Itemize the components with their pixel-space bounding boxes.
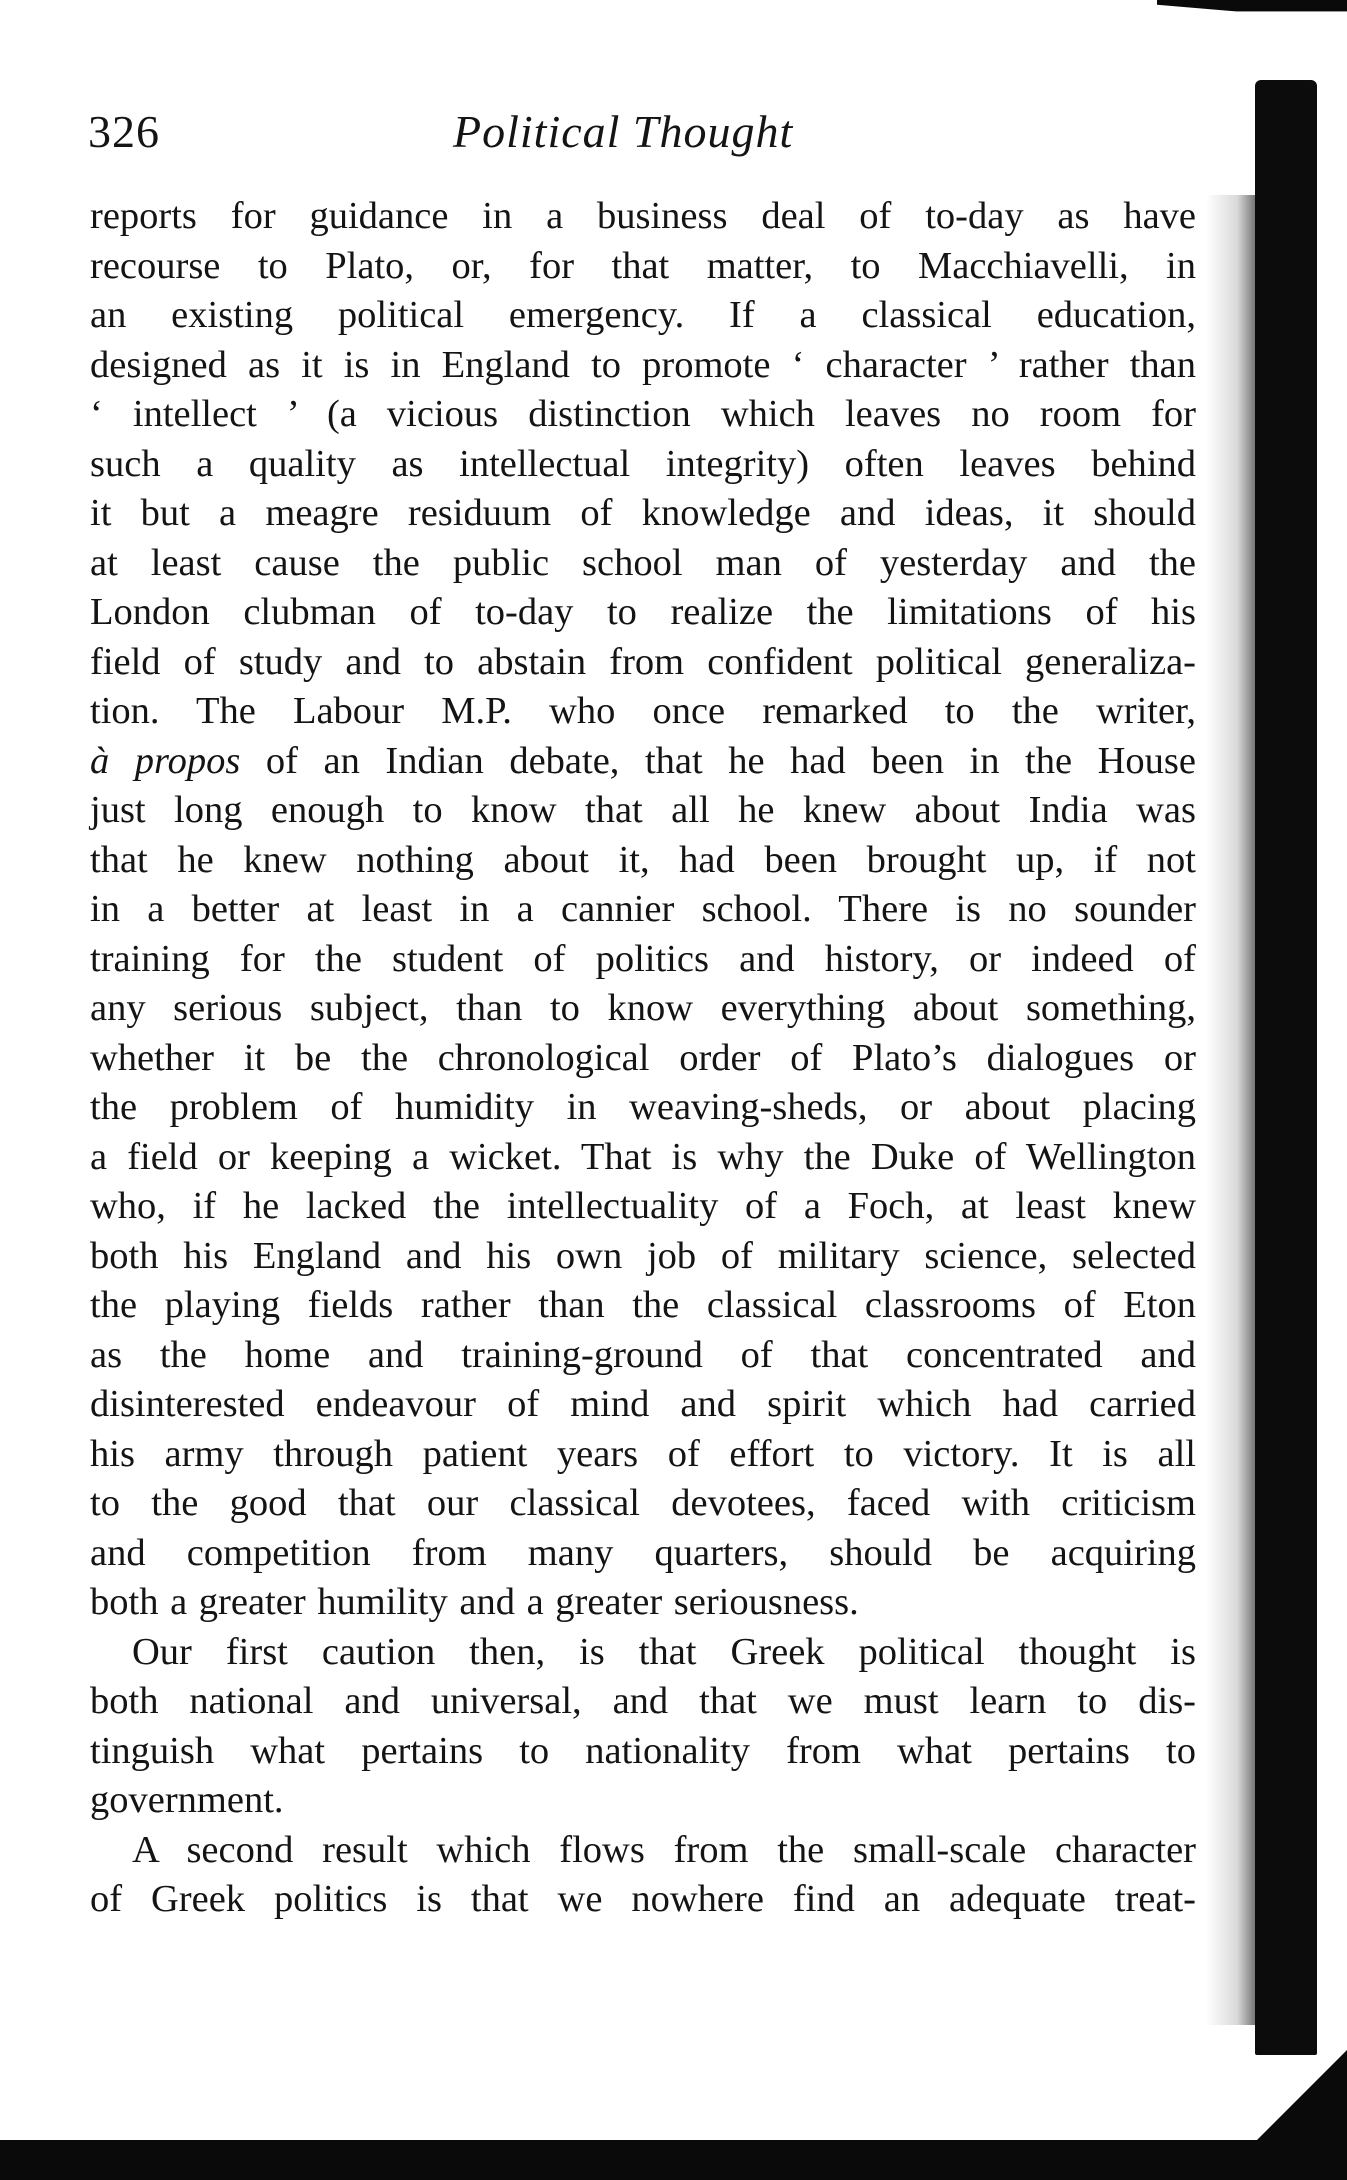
text-line: in a better at least in a cannier school. There is no sounder: [90, 888, 1196, 930]
text-line: field of study and to abstain from confident political generaliza-: [90, 640, 1196, 683]
text-line: whether it be the chronological order of Plato’s dialogues or: [90, 1036, 1196, 1079]
text-line: government.: [90, 1779, 284, 1821]
text-line: disinterested endeavour of mind and spirit which had carried: [90, 1383, 1196, 1425]
text-line: A second result which flows from the small-scale character: [132, 1828, 1196, 1871]
page-gutter-shadow: [1206, 195, 1258, 2025]
body-text: [90, 192, 1196, 1925]
book-spine-shadow: [1255, 80, 1317, 2055]
text-line: both a greater humility and a greater seriousness.: [90, 1581, 859, 1623]
text-line: who, if he lacked the intellectuality of a Foch, at least knew: [90, 1185, 1196, 1227]
text-line: reports for guidance in a business deal of to-day as have: [90, 195, 1196, 237]
text-line: an existing political emergency. If a classical education,: [90, 294, 1196, 336]
text-line: both national and universal, and that we must learn to dis-: [90, 1680, 1196, 1722]
text-line: and competition from many quarters, should be acquiring: [90, 1531, 1196, 1574]
text-fragment: of an Indian debate, that he had been in the House: [240, 739, 1196, 782]
scan-shadow-bottom-corner: [1257, 2050, 1347, 2140]
text-line: designed as it is in England to promote ‘ character ’ rather than: [90, 343, 1196, 386]
text-line: recourse to Plato, or, for that matter, to Macchiavelli, in: [90, 244, 1196, 287]
text-line: tion. The Labour M.P. who once remarked to the writer,: [90, 690, 1196, 732]
page-number: 326: [88, 106, 160, 157]
text-line: ‘ intellect ’ (a vicious distinction which leaves no room for: [90, 393, 1196, 435]
text-line: his army through patient years of effort to victory. It is all: [90, 1432, 1196, 1475]
text-line: that he knew nothing about it, had been brought up, if not: [90, 838, 1196, 881]
page-header: [88, 95, 1188, 165]
text-line: such a quality as intellectual integrity) often leaves behind: [90, 442, 1196, 485]
text-line: [90, 737, 1196, 787]
text-line: the playing fields rather than the classical classrooms of Eton: [90, 1284, 1196, 1326]
scan-shadow-bottom: [0, 2140, 1347, 2180]
text-line: Our first caution then, is that Greek political thought is: [132, 1630, 1196, 1673]
text-line: at least cause the public school man of yesterday and the: [90, 541, 1196, 584]
italic-phrase: à propos: [90, 739, 241, 782]
text-line: as the home and training-ground of that concentrated and: [90, 1333, 1196, 1376]
text-line: it but a meagre residuum of knowledge and ideas, it should: [90, 492, 1196, 534]
text-line: just long enough to know that all he knew about India was: [90, 789, 1196, 831]
text-line: the problem of humidity in weaving-sheds, or about placing: [90, 1086, 1196, 1128]
text-line: of Greek politics is that we nowhere find an adequate treat-: [90, 1878, 1196, 1920]
text-line: any serious subject, than to know everything about something,: [90, 987, 1196, 1029]
text-line: training for the student of politics and history, or indeed of: [90, 937, 1196, 980]
text-line: both his England and his own job of military science, selected: [90, 1234, 1196, 1277]
scan-shadow-top: [1157, 0, 1347, 32]
running-title: Political Thought: [453, 106, 794, 157]
text-line: to the good that our classical devotees, faced with criticism: [90, 1482, 1196, 1524]
text-line: tinguish what pertains to nationality from what pertains to: [90, 1729, 1196, 1772]
text-line: London clubman of to-day to realize the limitations of his: [90, 591, 1196, 633]
text-line: a field or keeping a wicket. That is why the Duke of Wellington: [90, 1135, 1196, 1178]
